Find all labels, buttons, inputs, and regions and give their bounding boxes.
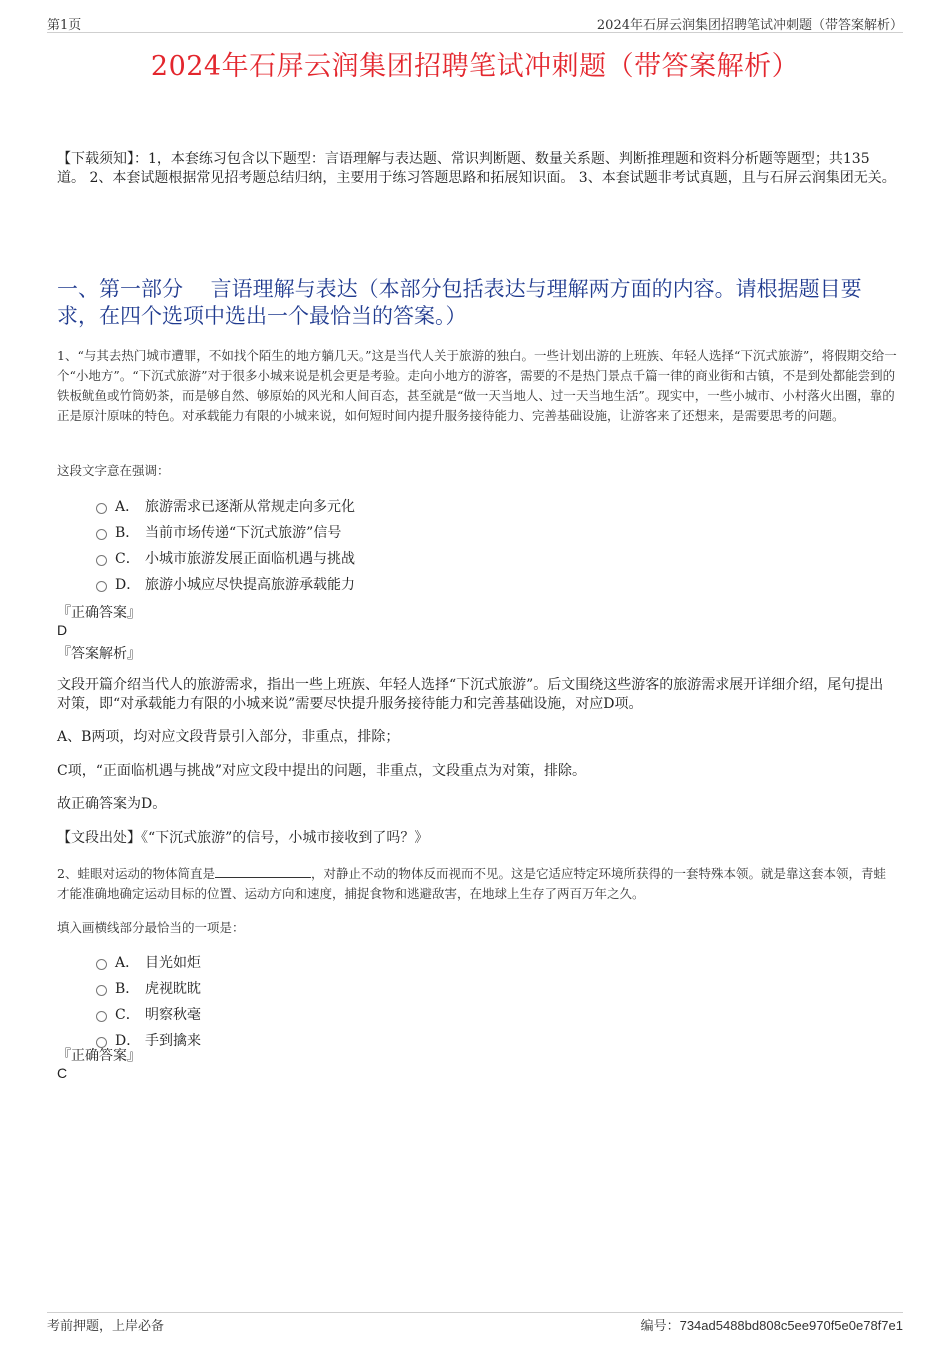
question-1-analysis-3: C项，“正面临机遇与挑战”对应文段中提出的问题，非重点，文段重点为对策，排除。 bbox=[57, 763, 587, 779]
header-doc-title: 2024年石屏云润集团招聘笔试冲刺题（带答案解析） bbox=[596, 18, 903, 33]
page-footer bbox=[47, 1312, 903, 1333]
document-title: 2024年石屏云润集团招聘笔试冲刺题（带答案解析） bbox=[150, 51, 800, 82]
question-1-analysis-1: 文段开篇介绍当代人的旅游需求，指出一些上班族、年轻人选择“下沉式旅游”。后文围绕这些游客的旅游需求展开详细介绍，尾句提出对策，即“对承载能力有限的小城来说”需要尽快提升服务接待能力和完善基础设施，对应D项。 bbox=[57, 677, 884, 712]
question-1-option-b[interactable]: B． 当前市场传递“下沉式旅游”信号 bbox=[96, 522, 341, 544]
question-2-text: 2、蛙眼对运动的物体简直是 ，对静止不动的物体反而视而不见。这是它适应特定环境所获得的一套特殊本领。就是靠这套本领，青蛙才能准确地确定运动目标的位置、运动方向和速度，捕捉食物和逃避敌害，在地球上生存了两百万年之久。 bbox=[57, 866, 886, 901]
question-2-option-b[interactable]: B． 虎视眈眈 bbox=[96, 978, 201, 1000]
question-1-source: 【文段出处】《“下沉式旅游”的信号，小城市接收到了吗？》 bbox=[57, 830, 429, 846]
page-header bbox=[47, 14, 903, 33]
question-2-prompt: 填入画横线部分最恰当的一项是： bbox=[57, 920, 245, 935]
radio-icon[interactable] bbox=[96, 581, 107, 592]
radio-icon[interactable] bbox=[96, 985, 107, 996]
radio-icon[interactable] bbox=[96, 529, 107, 540]
footer-slogan: 考前押题，上岸必备 bbox=[47, 1319, 165, 1334]
question-1-analysis-2: A、B两项，均对应文段背景引入部分，非重点，排除； bbox=[57, 729, 400, 745]
question-2-option-d[interactable]: D． 手到擒来 bbox=[96, 1030, 201, 1052]
section-heading: 一、第一部分 言语理解与表达（本部分包括表达与理解两方面的内容。请根据题目要求，在四个选项中选出一个最恰当的答案。） bbox=[57, 277, 862, 328]
question-1-analysis-label: 『答案解析』 bbox=[57, 646, 141, 662]
footer-code: 编号：734ad5488bd808c5ee970f5e0e78f7e1 bbox=[640, 1318, 903, 1334]
question-2-option-c[interactable]: C． 明察秋毫 bbox=[96, 1004, 201, 1026]
question-1-option-d[interactable]: D． 旅游小城应尽快提高旅游承载能力 bbox=[96, 574, 355, 596]
question-1-analysis-4: 故正确答案为D。 bbox=[57, 796, 167, 812]
question-1-answer-label: 『正确答案』 bbox=[57, 605, 141, 621]
question-1-option-c[interactable]: C． 小城市旅游发展正面临机遇与挑战 bbox=[96, 548, 355, 570]
page-number: 第1页 bbox=[47, 18, 82, 33]
radio-icon[interactable] bbox=[96, 503, 107, 514]
question-2-answer: C bbox=[57, 1065, 68, 1081]
fill-blank bbox=[215, 866, 311, 878]
question-1-text: 1、“与其去热门城市遭罪，不如找个陌生的地方躺几天。”这是当代人关于旅游的独白。一些计划出游的上班族、年轻人选择“下沉式旅游”，将假期交给一个“小地方”。“下沉式旅游”对于很多小城来说是机会更是考验。走向小地方的游客，需要的不是热门景点千篇一律的商业街和古镇，不是到处都能尝到的铁板鱿鱼或竹筒奶茶，而是够自然、够原始的风光和人间百态，甚至就是“做一天当地人、过一天当地生活”。现实中，一些小城市、小村落火出圈，靠的正是原汁原味的特色。对承载能力有限的小城来说，如何短时间内提升服务接待能力、完善基础设施，让游客来了还想来，是需要思考的问题。 bbox=[57, 348, 897, 423]
question-1-answer: D bbox=[57, 622, 68, 638]
radio-icon[interactable] bbox=[96, 959, 107, 970]
question-1-prompt: 这段文字意在强调： bbox=[57, 463, 170, 478]
radio-icon[interactable] bbox=[96, 1011, 107, 1022]
radio-icon[interactable] bbox=[96, 555, 107, 566]
question-1-option-a[interactable]: A． 旅游需求已逐渐从常规走向多元化 bbox=[96, 496, 355, 518]
question-2-option-a[interactable]: A． 目光如炬 bbox=[96, 952, 201, 974]
question-2-answer-label: 『正确答案』 bbox=[57, 1048, 141, 1064]
download-notice: 【下载须知】：1，本套练习包含以下题型：言语理解与表达题、常识判断题、数量关系题、判断推理题和资料分析题等题型；共135道。 2、本套试题根据常见招考题总结归纳，主要用于练习答题思路和拓展知识面。 3、本套试题非考试真题，且与石屏云润集团无关。 bbox=[57, 151, 896, 186]
